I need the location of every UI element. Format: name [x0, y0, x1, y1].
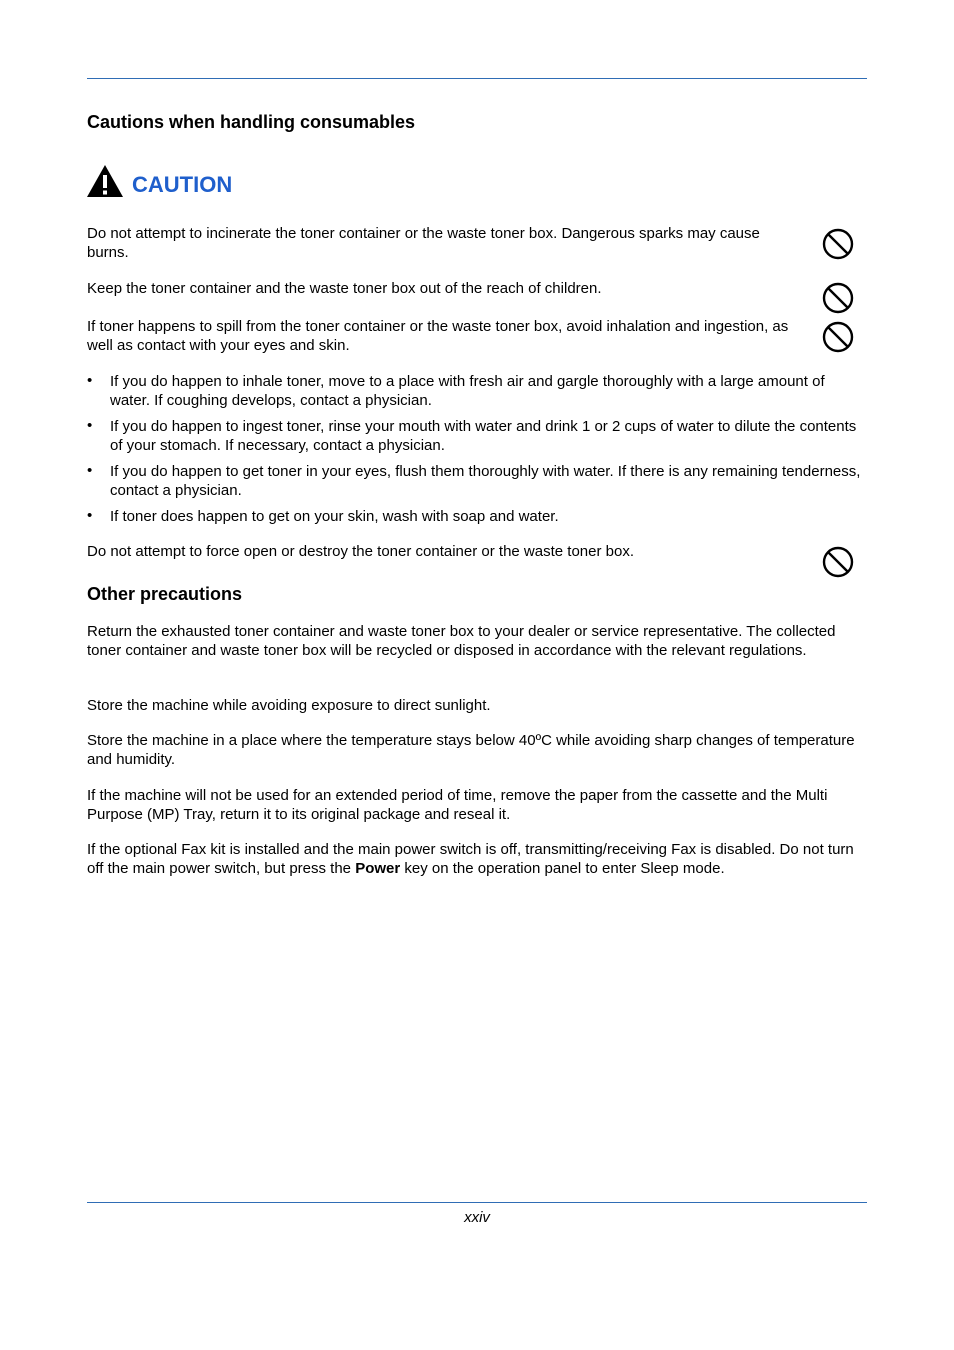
list-item: If toner does happen to get on your skin, wash with soap and water. [110, 508, 559, 525]
paragraph: Return the exhausted toner container and waste toner box to your dealer or service representative. The collected toner container and waste toner box will be recycled or disposed in accordance with the relevant regulations. [87, 623, 836, 660]
warning-triangle-icon [86, 164, 124, 198]
caution-paragraph: Do not attempt to force open or destroy the toner container or the waste toner box. [87, 543, 634, 560]
caution-paragraph: Keep the toner container and the waste toner box out of the reach of children. [87, 280, 602, 297]
header-rule [87, 78, 867, 79]
fax-paragraph [87, 840, 867, 879]
power-key-label: Power [355, 860, 401, 878]
footer-rule [87, 1202, 867, 1203]
bullet-marker: • [87, 462, 93, 479]
section-heading-consumables: Cautions when handling consumables [87, 112, 416, 132]
prohibited-icon [822, 321, 854, 353]
prohibited-icon [822, 228, 854, 260]
fax-text-before: If the optional Fax kit is installed and the main power switch is off, transmitting/receiving Fax is disabled. Do not turn off the main power switch, but press the [87, 841, 854, 878]
list-item: If you do happen to get toner in your eyes, flush them thoroughly with water. If there is any remaining tenderness, contact a physician. [110, 463, 861, 500]
caution-label: CAUTION [132, 172, 233, 197]
paragraph: Store the machine while avoiding exposure to direct sunlight. [87, 697, 491, 714]
section-heading-other-precautions: Other precautions [87, 584, 243, 604]
bullet-marker: • [87, 417, 93, 434]
list-item: If you do happen to ingest toner, rinse your mouth with water and drink 1 or 2 cups of water to dilute the contents of your stomach. If necessary, contact a physician. [110, 418, 857, 455]
bullet-marker: • [87, 507, 93, 524]
list-item: If you do happen to inhale toner, move to a place with fresh air and gargle thoroughly with a large amount of water. If coughing develops, contact a physician. [110, 373, 825, 410]
paragraph: If the machine will not be used for an extended period of time, remove the paper from the cassette and the Multi Purpose (MP) Tray, return it to its original package and reseal it. [87, 787, 828, 824]
fax-text-after: key on the operation panel to enter Sleep mode. [400, 860, 725, 878]
bullet-marker: • [87, 372, 93, 389]
prohibited-icon [822, 546, 854, 578]
caution-paragraph: If toner happens to spill from the toner container or the waste toner box, avoid inhalation and ingestion, as well as contact with your eyes and skin. [87, 318, 789, 355]
caution-paragraph: Do not attempt to incinerate the toner container or the waste toner box. Dangerous sparks may cause burns. [87, 225, 760, 262]
prohibited-icon [822, 282, 854, 314]
paragraph: Store the machine in a place where the temperature stays below 40ºC while avoiding sharp changes of temperature and humidity. [87, 732, 855, 769]
page-number: xxiv [464, 1209, 490, 1226]
